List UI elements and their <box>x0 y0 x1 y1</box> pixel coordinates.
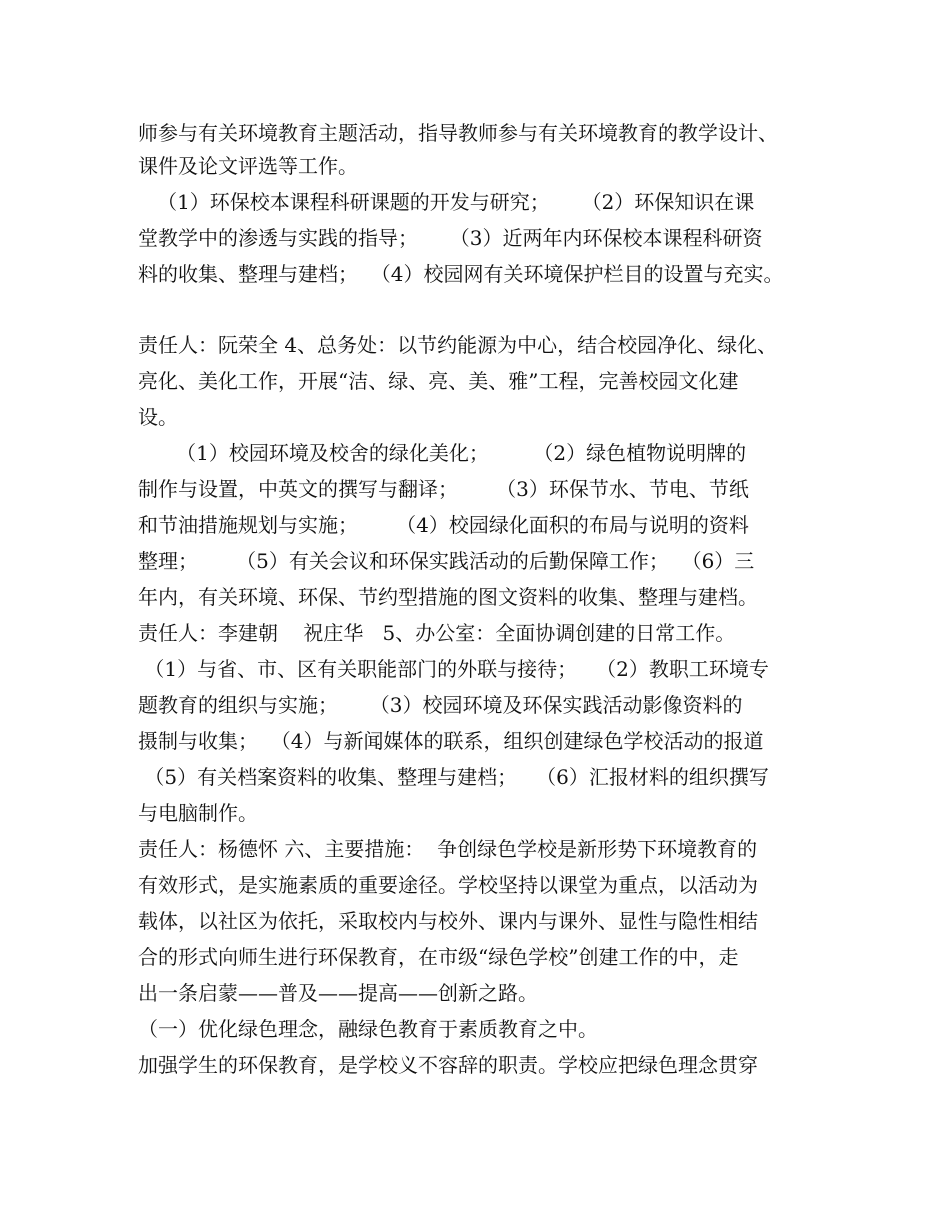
text-line: 设。 <box>138 405 178 429</box>
text-line: 课件及论文评选等工作。 <box>138 154 358 178</box>
text-line: 加强学生的环保教育，是学校义不容辞的职责。学校应把绿色理念贯穿 <box>138 1053 758 1077</box>
text-line: （1）校园环境及校舍的绿化美化； （2）绿色植物说明牌的 <box>138 441 747 465</box>
text-line: 年内，有关环境、环保、节约型措施的图文资料的收集、整理与建档。 <box>138 585 758 609</box>
text-line: 责任人：阮荣全 4、总务处：以节约能源为中心，结合校园净化、绿化、 <box>138 333 778 357</box>
text-line: 题教育的组织与实施； （3）校园环境及环保实践活动影像资料的 <box>138 693 743 717</box>
text-line: 责任人：李建朝 祝庄华 5、办公室：全面协调创建的日常工作。 <box>138 621 736 645</box>
text-line: 和节油措施规划与实施； （4）校园绿化面积的布局与说明的资料 <box>138 513 749 537</box>
text-line: （1）与省、市、区有关职能部门的外联与接待； （2）教职工环境专 <box>138 657 769 681</box>
text-line: （5）有关档案资料的收集、整理与建档； （6）汇报材料的组织撰写 <box>138 765 769 789</box>
text-line: 堂教学中的渗透与实践的指导； （3）近两年内环保校本课程科研资 <box>138 226 763 250</box>
text-line: 制作与设置，中英文的撰写与翻译； （3）环保节水、节电、节纸 <box>138 477 749 501</box>
text-line: 与电脑制作。 <box>138 801 258 825</box>
text-line: 合的形式向师生进行环保教育，在市级“绿色学校”创建工作的中，走 <box>138 945 739 969</box>
text-line: 有效形式，是实施素质的重要途径。学校坚持以课堂为重点，以活动为 <box>138 873 758 897</box>
text-line: 师参与有关环境教育主题活动，指导教师参与有关环境教育的教学设计、 <box>138 121 778 145</box>
text-line: 载体，以社区为依托，采取校内与校外、课内与课外、显性与隐性相结 <box>138 909 758 933</box>
text-line: 亮化、美化工作，开展“洁、绿、亮、美、雅”工程，完善校园文化建 <box>138 369 739 393</box>
text-line: 责任人：杨德怀 六、主要措施： 争创绿色学校是新形势下环境教育的 <box>138 837 758 861</box>
text-line: 出一条启蒙——普及——提高——创新之路。 <box>138 981 538 1005</box>
text-line: 整理； （5）有关会议和环保实践活动的后勤保障工作； （6）三 <box>138 549 755 573</box>
text-line: 摄制与收集； （4）与新闻媒体的联系，组织创建绿色学校活动的报道 <box>138 729 764 753</box>
text-line: （1）环保校本课程科研课题的开发与研究； （2）环保知识在课 <box>138 190 755 214</box>
text-line: （一）优化绿色理念，融绿色教育于素质教育之中。 <box>138 1017 598 1041</box>
text-line: 料的收集、整理与建档； （4）校园网有关环境保护栏目的设置与充实。 <box>138 262 784 286</box>
